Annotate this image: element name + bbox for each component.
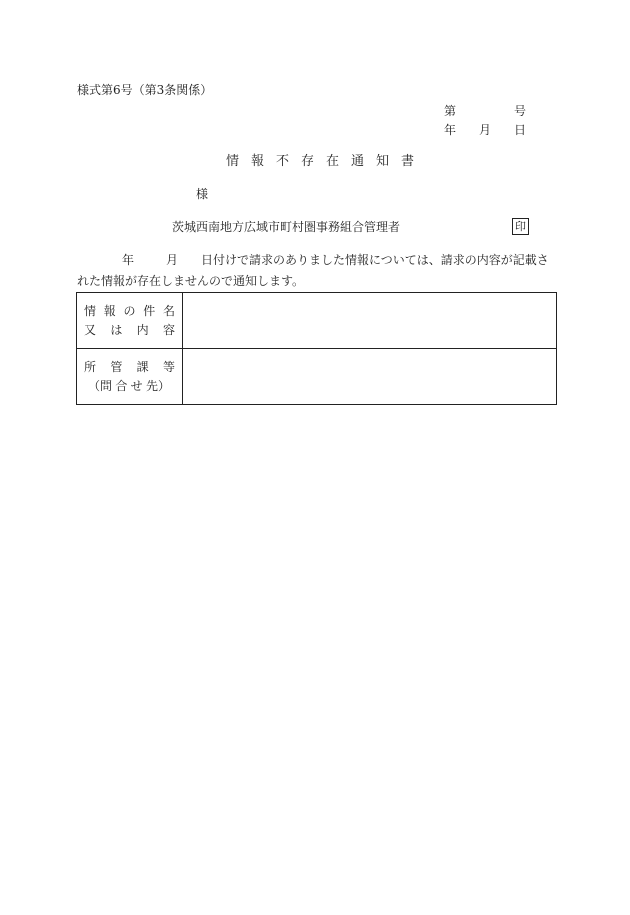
document-title: 情報不存在通知書 bbox=[226, 154, 427, 169]
document-date bbox=[444, 123, 526, 137]
label-char: 先） bbox=[145, 378, 170, 393]
label-char: 所 bbox=[84, 359, 97, 374]
body-date-year: 年 bbox=[122, 253, 135, 267]
label-char: （問 bbox=[88, 378, 113, 393]
label-char: 件 bbox=[143, 303, 156, 318]
label-char: の bbox=[123, 303, 136, 318]
label-char: 名 bbox=[162, 303, 175, 318]
addressee-suffix: 様 bbox=[196, 187, 209, 201]
date-month: 月 bbox=[478, 123, 491, 137]
body-date-month: 月 bbox=[166, 253, 179, 267]
label-char: 合 bbox=[115, 378, 128, 393]
label-char: 情 bbox=[84, 303, 97, 318]
document-number bbox=[444, 104, 526, 118]
label-char: 等 bbox=[162, 359, 175, 374]
info-name-label-line-2 bbox=[84, 321, 175, 340]
document-number-prefix: 第 bbox=[444, 104, 457, 118]
document-number-suffix: 号 bbox=[513, 104, 526, 118]
info-name-value-cell[interactable] bbox=[183, 293, 557, 349]
label-char: 管 bbox=[110, 359, 123, 374]
notice-body-line-1 bbox=[77, 250, 557, 271]
seal-mark: 印 bbox=[512, 218, 529, 235]
label-char: は bbox=[110, 322, 123, 337]
info-table bbox=[76, 292, 557, 405]
issuer-name: 茨城西南地方広域市町村圏事務組合管理者 bbox=[172, 220, 401, 234]
info-name-label-cell bbox=[77, 293, 183, 349]
label-char: せ bbox=[130, 378, 143, 393]
label-char: 又 bbox=[84, 322, 97, 337]
department-label-line-2 bbox=[88, 377, 170, 396]
label-char: 容 bbox=[162, 322, 175, 337]
label-char: 課 bbox=[136, 359, 149, 374]
notice-body-line-2: れた情報が存在しませんので通知します。 bbox=[77, 274, 305, 288]
table-row bbox=[77, 349, 557, 405]
department-value-cell[interactable] bbox=[183, 349, 557, 405]
department-label-cell bbox=[77, 349, 183, 405]
label-char: 報 bbox=[103, 303, 116, 318]
notice-body bbox=[77, 250, 557, 292]
date-day: 日 bbox=[513, 123, 526, 137]
department-label-line-1 bbox=[84, 358, 175, 377]
info-name-label-line-1 bbox=[84, 302, 175, 321]
body-line-1-text: 日付けで請求のありました情報については、請求の内容が記載さ bbox=[201, 253, 549, 267]
date-year: 年 bbox=[444, 123, 457, 137]
label-char: 内 bbox=[136, 322, 149, 337]
table-row bbox=[77, 293, 557, 349]
form-number: 様式第6号（第3条関係） bbox=[77, 83, 213, 97]
